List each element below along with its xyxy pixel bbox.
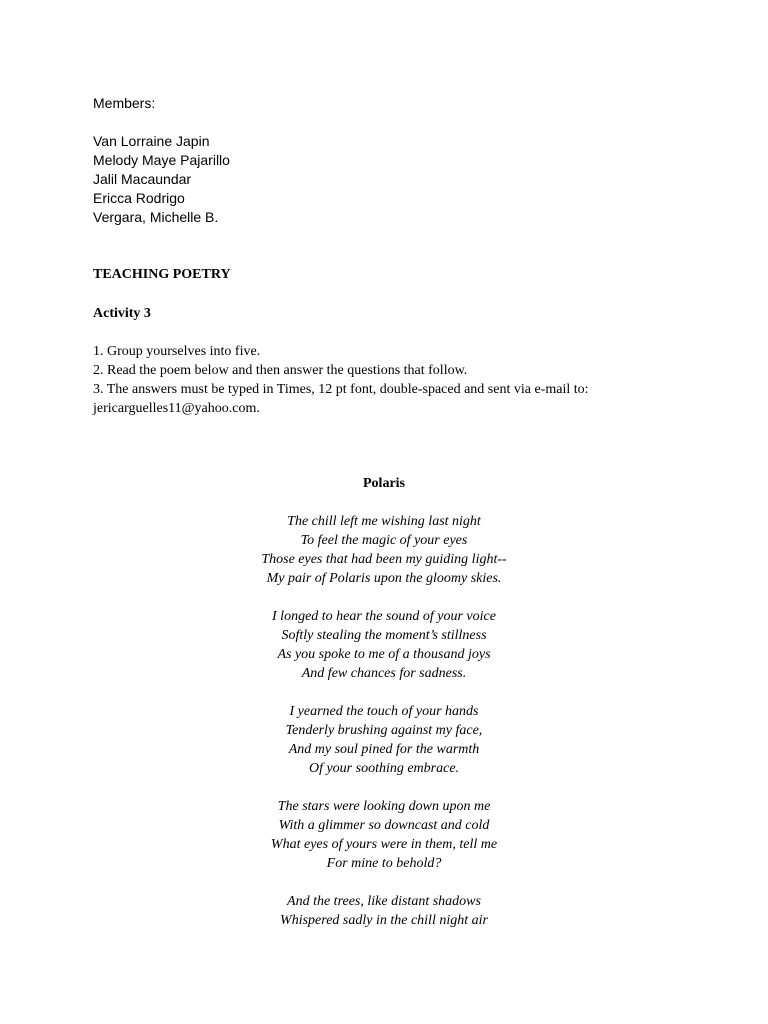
poem-stanza bbox=[0, 702, 768, 778]
poem-stanza bbox=[0, 892, 768, 930]
poem bbox=[0, 474, 768, 949]
poem-line: My pair of Polaris upon the gloomy skies. bbox=[266, 571, 502, 586]
poem-line: Those eyes that had been my guiding light-- bbox=[261, 552, 507, 567]
poem-line: Whispered sadly in the chill night air bbox=[280, 913, 488, 928]
poem-line: With a glimmer so downcast and cold bbox=[278, 818, 490, 833]
activity-text: Activity 3 bbox=[93, 306, 151, 321]
poem-line: And few chances for sadness. bbox=[301, 666, 467, 681]
instructions bbox=[93, 342, 713, 418]
poem-line: Softly stealing the moment’s stillness bbox=[281, 628, 487, 643]
member-name: Ericca Rodrigo bbox=[93, 190, 185, 206]
poem-line: To feel the magic of your eyes bbox=[300, 533, 468, 548]
instruction-line: 1. Group yourselves into five. bbox=[93, 344, 261, 359]
poem-stanza bbox=[0, 797, 768, 873]
members-list bbox=[93, 132, 713, 227]
instruction-line: 2. Read the poem below and then answer the questions that follow. bbox=[93, 363, 468, 378]
document-title bbox=[93, 265, 713, 284]
title-text: TEACHING POETRY bbox=[93, 267, 231, 282]
instruction-line: 3. The answers must be typed in Times, 12 pt font, double-spaced and sent via e-mail to: bbox=[93, 382, 589, 397]
poem-line: And the trees, like distant shadows bbox=[287, 894, 481, 909]
member-name: Jalil Macaundar bbox=[93, 171, 192, 187]
poem-line: I longed to hear the sound of your voice bbox=[272, 609, 496, 624]
poem-title: Polaris bbox=[363, 476, 405, 491]
poem-line: What eyes of yours were in them, tell me bbox=[270, 837, 498, 852]
member-name: Van Lorraine Japin bbox=[93, 133, 210, 149]
poem-line: As you spoke to me of a thousand joys bbox=[277, 647, 491, 662]
poem-line: I yearned the touch of your hands bbox=[289, 704, 479, 719]
poem-line: And my soul pined for the warmth bbox=[288, 742, 480, 757]
members-heading: Members: bbox=[93, 95, 156, 111]
poem-line: Tenderly brushing against my face, bbox=[285, 723, 483, 738]
poem-line: Of your soothing embrace. bbox=[308, 761, 460, 776]
email-address: jericarguelles11@yahoo.com. bbox=[93, 401, 260, 416]
poem-line: The chill left me wishing last night bbox=[287, 514, 481, 529]
poem-stanza bbox=[0, 607, 768, 683]
activity-heading bbox=[93, 304, 713, 323]
member-name: Vergara, Michelle B. bbox=[93, 209, 219, 225]
poem-line: For mine to behold? bbox=[326, 856, 442, 871]
member-name: Melody Maye Pajarillo bbox=[93, 152, 230, 168]
members-label bbox=[93, 94, 713, 113]
poem-stanza bbox=[0, 512, 768, 588]
poem-line: The stars were looking down upon me bbox=[277, 799, 491, 814]
